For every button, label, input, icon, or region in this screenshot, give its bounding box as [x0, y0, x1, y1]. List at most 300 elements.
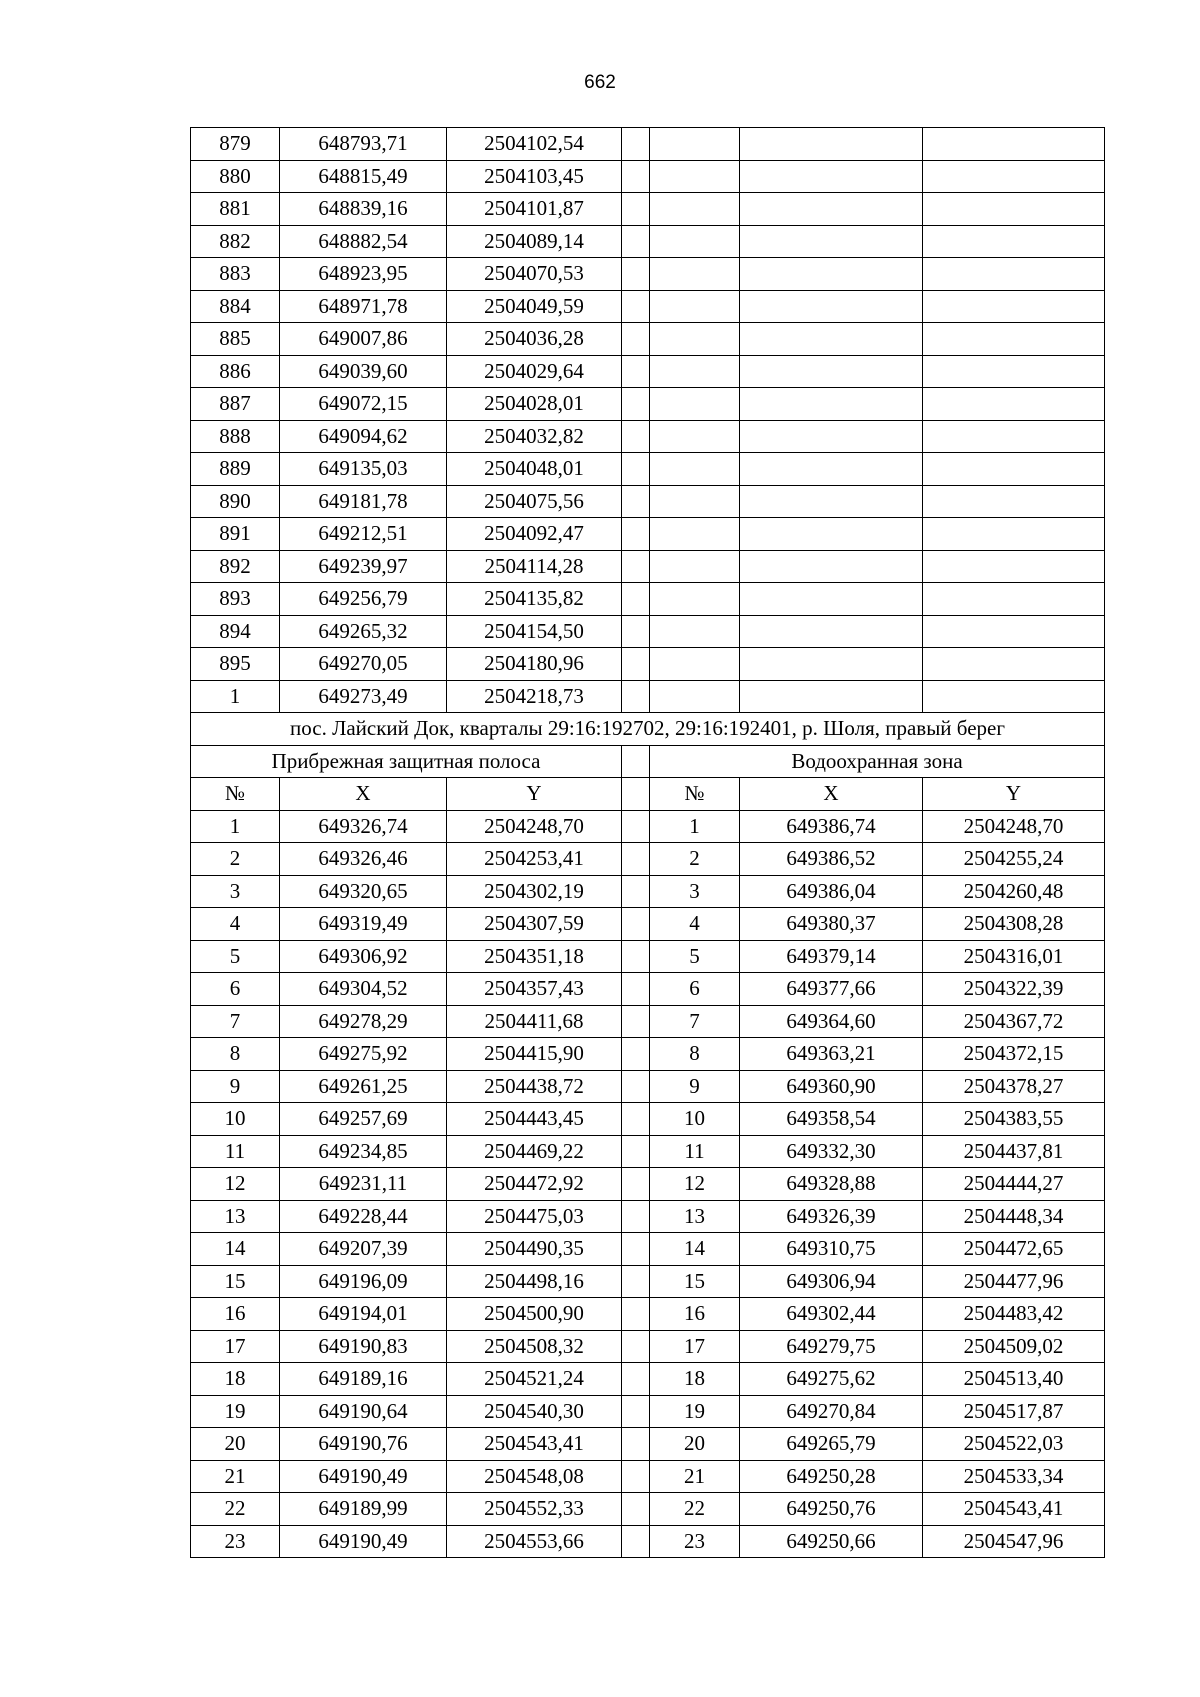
- x-coordinate-cell: 648923,95: [280, 258, 447, 291]
- point-number-cell: 17: [191, 1330, 280, 1363]
- point-number-cell: 19: [650, 1395, 740, 1428]
- y-coordinate-cell: 2504517,87: [923, 1395, 1105, 1428]
- spacer-cell: [622, 323, 650, 356]
- y-coordinate-cell: 2504552,33: [447, 1493, 622, 1526]
- table-row: [191, 1135, 1105, 1168]
- x-coordinate-cell: 649261,25: [280, 1070, 447, 1103]
- table-row: [191, 1525, 1105, 1558]
- y-coordinate-cell: 2504522,03: [923, 1428, 1105, 1461]
- table-row: [191, 648, 1105, 681]
- empty-cell: [923, 355, 1105, 388]
- empty-cell: [740, 225, 923, 258]
- x-coordinate-cell: 649270,05: [280, 648, 447, 681]
- empty-cell: [650, 258, 740, 291]
- x-coordinate-cell: 649207,39: [280, 1233, 447, 1266]
- point-number-cell: 6: [650, 973, 740, 1006]
- spacer-cell: [622, 225, 650, 258]
- x-coordinate-cell: 649190,49: [280, 1460, 447, 1493]
- table-row: [191, 1330, 1105, 1363]
- point-number-cell: 5: [191, 940, 280, 973]
- empty-cell: [650, 420, 740, 453]
- coordinates-table: [190, 127, 1105, 1558]
- point-number-cell: 22: [191, 1493, 280, 1526]
- x-coordinate-cell: 649302,44: [740, 1298, 923, 1331]
- empty-cell: [740, 485, 923, 518]
- point-number-cell: 879: [191, 128, 280, 161]
- empty-cell: [740, 550, 923, 583]
- empty-cell: [650, 128, 740, 161]
- x-coordinate-cell: 649306,94: [740, 1265, 923, 1298]
- point-number-cell: 888: [191, 420, 280, 453]
- x-coordinate-cell: 649275,62: [740, 1363, 923, 1396]
- x-coordinate-cell: 649306,92: [280, 940, 447, 973]
- empty-cell: [923, 388, 1105, 421]
- x-coordinate-cell: 648971,78: [280, 290, 447, 323]
- x-coordinate-cell: 648815,49: [280, 160, 447, 193]
- empty-cell: [740, 290, 923, 323]
- x-coordinate-cell: 649039,60: [280, 355, 447, 388]
- y-coordinate-cell: 2504443,45: [447, 1103, 622, 1136]
- point-number-cell: 3: [650, 875, 740, 908]
- spacer-cell: [622, 355, 650, 388]
- x-coordinate-cell: 649190,64: [280, 1395, 447, 1428]
- table-row: [191, 908, 1105, 941]
- empty-cell: [650, 453, 740, 486]
- x-coordinate-cell: 649326,46: [280, 843, 447, 876]
- x-coordinate-cell: 649190,83: [280, 1330, 447, 1363]
- empty-cell: [923, 420, 1105, 453]
- spacer-cell: [622, 583, 650, 616]
- spacer-cell: [622, 875, 650, 908]
- point-number-cell: 880: [191, 160, 280, 193]
- x-coordinate-cell: 649328,88: [740, 1168, 923, 1201]
- spacer-cell: [622, 648, 650, 681]
- empty-cell: [740, 648, 923, 681]
- point-number-cell: 10: [650, 1103, 740, 1136]
- y-coordinate-cell: 2504498,16: [447, 1265, 622, 1298]
- empty-cell: [650, 160, 740, 193]
- x-coordinate-cell: 649332,30: [740, 1135, 923, 1168]
- table-row: [191, 1460, 1105, 1493]
- spacer-cell: [622, 518, 650, 551]
- y-coordinate-cell: 2504322,39: [923, 973, 1105, 1006]
- y-coordinate-cell: 2504302,19: [447, 875, 622, 908]
- point-number-cell: 9: [650, 1070, 740, 1103]
- table-row: [191, 1103, 1105, 1136]
- x-coordinate-cell: 649196,09: [280, 1265, 447, 1298]
- group-header-coastal-strip: Прибрежная защитная полоса: [191, 745, 622, 778]
- y-coordinate-cell: 2504260,48: [923, 875, 1105, 908]
- point-number-cell: 13: [191, 1200, 280, 1233]
- empty-cell: [923, 453, 1105, 486]
- spacer-cell: [622, 1233, 650, 1266]
- empty-cell: [923, 258, 1105, 291]
- x-coordinate-cell: 648839,16: [280, 193, 447, 226]
- point-number-cell: 20: [191, 1428, 280, 1461]
- spacer-cell: [622, 1038, 650, 1071]
- point-number-cell: 13: [650, 1200, 740, 1233]
- point-number-cell: 8: [650, 1038, 740, 1071]
- table-row: [191, 1298, 1105, 1331]
- x-coordinate-cell: 649386,52: [740, 843, 923, 876]
- table-row: [191, 810, 1105, 843]
- y-coordinate-cell: 2504316,01: [923, 940, 1105, 973]
- y-coordinate-cell: 2504469,22: [447, 1135, 622, 1168]
- point-number-cell: 1: [650, 810, 740, 843]
- point-number-cell: 894: [191, 615, 280, 648]
- x-coordinate-cell: 649319,49: [280, 908, 447, 941]
- x-coordinate-cell: 649181,78: [280, 485, 447, 518]
- y-coordinate-cell: 2504444,27: [923, 1168, 1105, 1201]
- x-coordinate-cell: 649234,85: [280, 1135, 447, 1168]
- point-number-cell: 18: [650, 1363, 740, 1396]
- y-coordinate-cell: 2504508,32: [447, 1330, 622, 1363]
- y-coordinate-cell: 2504248,70: [447, 810, 622, 843]
- y-coordinate-cell: 2504411,68: [447, 1005, 622, 1038]
- y-coordinate-cell: 2504180,96: [447, 648, 622, 681]
- point-number-cell: 2: [191, 843, 280, 876]
- y-coordinate-cell: 2504028,01: [447, 388, 622, 421]
- y-coordinate-cell: 2504102,54: [447, 128, 622, 161]
- coordinates-table-body: [191, 128, 1105, 1558]
- y-coordinate-cell: 2504521,24: [447, 1363, 622, 1396]
- empty-cell: [650, 355, 740, 388]
- table-row: [191, 290, 1105, 323]
- empty-cell: [650, 225, 740, 258]
- x-coordinate-cell: 649239,97: [280, 550, 447, 583]
- empty-cell: [740, 193, 923, 226]
- spacer-cell: [622, 258, 650, 291]
- spacer-cell: [622, 1200, 650, 1233]
- y-coordinate-cell: 2504548,08: [447, 1460, 622, 1493]
- empty-cell: [650, 518, 740, 551]
- spacer-cell: [622, 1168, 650, 1201]
- x-coordinate-cell: 649326,39: [740, 1200, 923, 1233]
- spacer-cell: [622, 1070, 650, 1103]
- table-row: [191, 1168, 1105, 1201]
- x-coordinate-cell: 649256,79: [280, 583, 447, 616]
- x-coordinate-cell: 649007,86: [280, 323, 447, 356]
- spacer-cell: [622, 1135, 650, 1168]
- x-coordinate-cell: 649279,75: [740, 1330, 923, 1363]
- empty-cell: [740, 680, 923, 713]
- empty-cell: [650, 550, 740, 583]
- point-number-cell: 5: [650, 940, 740, 973]
- point-number-cell: 4: [191, 908, 280, 941]
- spacer-cell: [622, 1525, 650, 1558]
- y-coordinate-cell: 2504032,82: [447, 420, 622, 453]
- empty-cell: [740, 128, 923, 161]
- point-number-cell: 14: [191, 1233, 280, 1266]
- empty-cell: [740, 420, 923, 453]
- empty-cell: [923, 290, 1105, 323]
- y-coordinate-cell: 2504490,35: [447, 1233, 622, 1266]
- empty-cell: [650, 388, 740, 421]
- table-row: [191, 680, 1105, 713]
- spacer-cell: [622, 1298, 650, 1331]
- section-caption-row: [191, 713, 1105, 746]
- column-header-x: X: [280, 778, 447, 811]
- point-number-cell: 18: [191, 1363, 280, 1396]
- y-coordinate-cell: 2504533,34: [923, 1460, 1105, 1493]
- spacer-cell: [622, 550, 650, 583]
- empty-cell: [650, 485, 740, 518]
- table-row: [191, 875, 1105, 908]
- point-number-cell: 1: [191, 680, 280, 713]
- empty-cell: [923, 680, 1105, 713]
- y-coordinate-cell: 2504114,28: [447, 550, 622, 583]
- x-coordinate-cell: 649190,49: [280, 1525, 447, 1558]
- x-coordinate-cell: 649250,76: [740, 1493, 923, 1526]
- spacer-cell: [622, 1493, 650, 1526]
- y-coordinate-cell: 2504103,45: [447, 160, 622, 193]
- x-coordinate-cell: 649386,74: [740, 810, 923, 843]
- column-header-y: Y: [447, 778, 622, 811]
- point-number-cell: 895: [191, 648, 280, 681]
- x-coordinate-cell: 649212,51: [280, 518, 447, 551]
- y-coordinate-cell: 2504372,15: [923, 1038, 1105, 1071]
- y-coordinate-cell: 2504101,87: [447, 193, 622, 226]
- x-coordinate-cell: 649190,76: [280, 1428, 447, 1461]
- x-coordinate-cell: 649377,66: [740, 973, 923, 1006]
- column-header-x: X: [740, 778, 923, 811]
- x-coordinate-cell: 649360,90: [740, 1070, 923, 1103]
- x-coordinate-cell: 649265,79: [740, 1428, 923, 1461]
- point-number-cell: 16: [650, 1298, 740, 1331]
- empty-cell: [740, 615, 923, 648]
- y-coordinate-cell: 2504547,96: [923, 1525, 1105, 1558]
- empty-cell: [923, 225, 1105, 258]
- empty-cell: [650, 193, 740, 226]
- table-row: [191, 843, 1105, 876]
- y-coordinate-cell: 2504438,72: [447, 1070, 622, 1103]
- x-coordinate-cell: 649358,54: [740, 1103, 923, 1136]
- section-caption: пос. Лайский Док, кварталы 29:16:192702, 29:16:192401, р. Шоля, правый берег: [191, 713, 1105, 746]
- x-coordinate-cell: 649072,15: [280, 388, 447, 421]
- point-number-cell: 20: [650, 1428, 740, 1461]
- y-coordinate-cell: 2504218,73: [447, 680, 622, 713]
- spacer-cell: [622, 908, 650, 941]
- empty-cell: [923, 615, 1105, 648]
- point-number-cell: 15: [191, 1265, 280, 1298]
- table-row: [191, 258, 1105, 291]
- y-coordinate-cell: 2504075,56: [447, 485, 622, 518]
- empty-cell: [923, 193, 1105, 226]
- y-coordinate-cell: 2504483,42: [923, 1298, 1105, 1331]
- point-number-cell: 12: [191, 1168, 280, 1201]
- x-coordinate-cell: 648882,54: [280, 225, 447, 258]
- table-row: [191, 160, 1105, 193]
- table-row: [191, 1428, 1105, 1461]
- empty-cell: [923, 518, 1105, 551]
- y-coordinate-cell: 2504307,59: [447, 908, 622, 941]
- x-coordinate-cell: 649194,01: [280, 1298, 447, 1331]
- table-row: [191, 1493, 1105, 1526]
- empty-cell: [740, 388, 923, 421]
- y-coordinate-cell: 2504029,64: [447, 355, 622, 388]
- spacer-cell: [622, 680, 650, 713]
- y-coordinate-cell: 2504049,59: [447, 290, 622, 323]
- spacer-cell: [622, 193, 650, 226]
- empty-cell: [740, 323, 923, 356]
- table-row: [191, 1233, 1105, 1266]
- spacer-cell: [622, 1005, 650, 1038]
- point-number-cell: 884: [191, 290, 280, 323]
- spacer-cell: [622, 1363, 650, 1396]
- y-coordinate-cell: 2504308,28: [923, 908, 1105, 941]
- x-coordinate-cell: 649275,92: [280, 1038, 447, 1071]
- spacer-cell: [622, 1460, 650, 1493]
- y-coordinate-cell: 2504070,53: [447, 258, 622, 291]
- point-number-cell: 19: [191, 1395, 280, 1428]
- table-row: [191, 583, 1105, 616]
- table-row: [191, 193, 1105, 226]
- y-coordinate-cell: 2504248,70: [923, 810, 1105, 843]
- y-coordinate-cell: 2504500,90: [447, 1298, 622, 1331]
- point-number-cell: 14: [650, 1233, 740, 1266]
- point-number-cell: 17: [650, 1330, 740, 1363]
- column-header-row: [191, 778, 1105, 811]
- y-coordinate-cell: 2504378,27: [923, 1070, 1105, 1103]
- point-number-cell: 3: [191, 875, 280, 908]
- point-number-cell: 6: [191, 973, 280, 1006]
- spacer-cell: [622, 778, 650, 811]
- x-coordinate-cell: 649363,21: [740, 1038, 923, 1071]
- y-coordinate-cell: 2504543,41: [447, 1428, 622, 1461]
- point-number-cell: 10: [191, 1103, 280, 1136]
- table-row: [191, 615, 1105, 648]
- spacer-cell: [622, 420, 650, 453]
- x-coordinate-cell: 649278,29: [280, 1005, 447, 1038]
- point-number-cell: 4: [650, 908, 740, 941]
- point-number-cell: 11: [650, 1135, 740, 1168]
- y-coordinate-cell: 2504154,50: [447, 615, 622, 648]
- empty-cell: [650, 323, 740, 356]
- x-coordinate-cell: 649310,75: [740, 1233, 923, 1266]
- y-coordinate-cell: 2504135,82: [447, 583, 622, 616]
- y-coordinate-cell: 2504036,28: [447, 323, 622, 356]
- spacer-cell: [622, 290, 650, 323]
- point-number-cell: 1: [191, 810, 280, 843]
- table-row: [191, 1070, 1105, 1103]
- y-coordinate-cell: 2504351,18: [447, 940, 622, 973]
- x-coordinate-cell: 649231,11: [280, 1168, 447, 1201]
- point-number-cell: 21: [191, 1460, 280, 1493]
- empty-cell: [650, 615, 740, 648]
- x-coordinate-cell: 649189,16: [280, 1363, 447, 1396]
- table-row: [191, 323, 1105, 356]
- table-row: [191, 453, 1105, 486]
- empty-cell: [923, 583, 1105, 616]
- table-row: [191, 550, 1105, 583]
- x-coordinate-cell: 649135,03: [280, 453, 447, 486]
- spacer-cell: [622, 1265, 650, 1298]
- table-row: [191, 388, 1105, 421]
- point-number-cell: 887: [191, 388, 280, 421]
- y-coordinate-cell: 2504475,03: [447, 1200, 622, 1233]
- point-number-cell: 16: [191, 1298, 280, 1331]
- column-header-number: №: [650, 778, 740, 811]
- table-row: [191, 1265, 1105, 1298]
- x-coordinate-cell: 648793,71: [280, 128, 447, 161]
- x-coordinate-cell: 649386,04: [740, 875, 923, 908]
- y-coordinate-cell: 2504472,92: [447, 1168, 622, 1201]
- spacer-cell: [622, 160, 650, 193]
- x-coordinate-cell: 649380,37: [740, 908, 923, 941]
- table-row: [191, 1200, 1105, 1233]
- y-coordinate-cell: 2504048,01: [447, 453, 622, 486]
- spacer-cell: [622, 745, 650, 778]
- point-number-cell: 9: [191, 1070, 280, 1103]
- y-coordinate-cell: 2504437,81: [923, 1135, 1105, 1168]
- point-number-cell: 886: [191, 355, 280, 388]
- y-coordinate-cell: 2504448,34: [923, 1200, 1105, 1233]
- empty-cell: [650, 648, 740, 681]
- point-number-cell: 890: [191, 485, 280, 518]
- table-row: [191, 420, 1105, 453]
- group-header-water-zone: Водоохранная зона: [650, 745, 1105, 778]
- table-row: [191, 518, 1105, 551]
- empty-cell: [740, 453, 923, 486]
- y-coordinate-cell: 2504540,30: [447, 1395, 622, 1428]
- empty-cell: [650, 290, 740, 323]
- x-coordinate-cell: 649364,60: [740, 1005, 923, 1038]
- y-coordinate-cell: 2504092,47: [447, 518, 622, 551]
- table-row: [191, 1005, 1105, 1038]
- table-row: [191, 1363, 1105, 1396]
- point-number-cell: 2: [650, 843, 740, 876]
- x-coordinate-cell: 649257,69: [280, 1103, 447, 1136]
- empty-cell: [923, 160, 1105, 193]
- y-coordinate-cell: 2504367,72: [923, 1005, 1105, 1038]
- column-header-y: Y: [923, 778, 1105, 811]
- x-coordinate-cell: 649094,62: [280, 420, 447, 453]
- point-number-cell: 8: [191, 1038, 280, 1071]
- empty-cell: [740, 160, 923, 193]
- point-number-cell: 891: [191, 518, 280, 551]
- empty-cell: [740, 583, 923, 616]
- point-number-cell: 22: [650, 1493, 740, 1526]
- spacer-cell: [622, 485, 650, 518]
- point-number-cell: 882: [191, 225, 280, 258]
- y-coordinate-cell: 2504089,14: [447, 225, 622, 258]
- point-number-cell: 11: [191, 1135, 280, 1168]
- x-coordinate-cell: 649273,49: [280, 680, 447, 713]
- empty-cell: [923, 323, 1105, 356]
- y-coordinate-cell: 2504472,65: [923, 1233, 1105, 1266]
- y-coordinate-cell: 2504253,41: [447, 843, 622, 876]
- empty-cell: [923, 485, 1105, 518]
- x-coordinate-cell: 649189,99: [280, 1493, 447, 1526]
- table-row: [191, 485, 1105, 518]
- y-coordinate-cell: 2504255,24: [923, 843, 1105, 876]
- point-number-cell: 892: [191, 550, 280, 583]
- spacer-cell: [622, 1395, 650, 1428]
- spacer-cell: [622, 843, 650, 876]
- point-number-cell: 885: [191, 323, 280, 356]
- point-number-cell: 883: [191, 258, 280, 291]
- y-coordinate-cell: 2504357,43: [447, 973, 622, 1006]
- empty-cell: [740, 355, 923, 388]
- y-coordinate-cell: 2504543,41: [923, 1493, 1105, 1526]
- empty-cell: [650, 583, 740, 616]
- x-coordinate-cell: 649320,65: [280, 875, 447, 908]
- point-number-cell: 7: [650, 1005, 740, 1038]
- x-coordinate-cell: 649250,66: [740, 1525, 923, 1558]
- point-number-cell: 23: [191, 1525, 280, 1558]
- empty-cell: [923, 550, 1105, 583]
- y-coordinate-cell: 2504415,90: [447, 1038, 622, 1071]
